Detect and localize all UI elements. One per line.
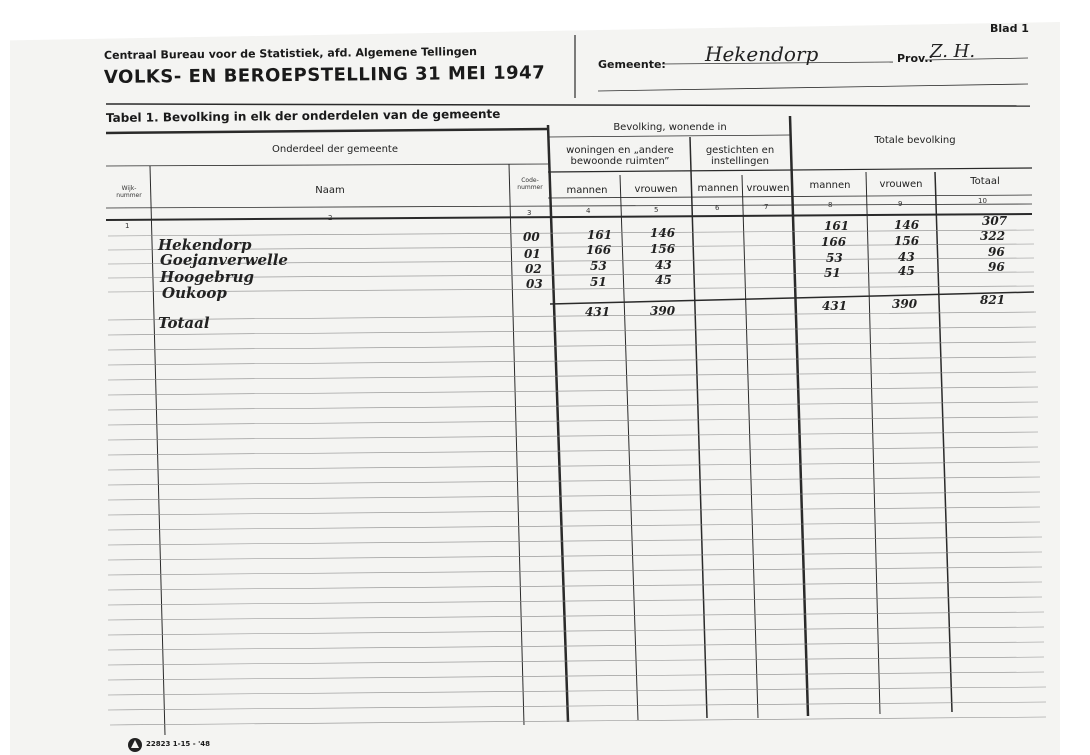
header-pop-residing: Bevolking, wonende in xyxy=(613,122,727,133)
row-0-tot-men: 161 xyxy=(824,219,850,233)
header-men-total: mannen xyxy=(809,180,851,191)
province-value: Z. H. xyxy=(930,41,976,62)
row-3-women: 45 xyxy=(655,273,672,287)
header-total-pop: Totale bevolking xyxy=(874,135,956,146)
header-men-dwellings: mannen xyxy=(566,185,608,196)
row-0-women: 146 xyxy=(650,226,676,240)
row-0-men: 161 xyxy=(587,228,613,242)
census-title: VOLKS- EN BEROEPSTELLING 31 MEI 1947 xyxy=(103,62,546,88)
col-index-6: 6 xyxy=(715,204,720,212)
header-wijk: Wijk-nummer xyxy=(116,185,142,199)
row-3-name: Oukoop xyxy=(162,284,227,302)
row-1-tot-men: 166 xyxy=(821,235,847,249)
col-index-4: 4 xyxy=(586,207,591,215)
table-title: Tabel 1. Bevolking in elk der onderdelen van de gemeente xyxy=(105,106,501,125)
sheet-label: Blad 1 xyxy=(990,22,1029,35)
header-code: Code-nummer xyxy=(517,177,543,191)
row-3-tot-men: 51 xyxy=(824,266,841,280)
row-2-tot-women: 43 xyxy=(898,250,915,264)
row-1-women: 156 xyxy=(650,242,676,256)
totals-tot-men: 431 xyxy=(822,299,848,313)
col-index-7: 7 xyxy=(764,203,769,211)
municipality-value: Hekendorp xyxy=(705,42,819,66)
row-3-total: 96 xyxy=(988,260,1005,274)
row-2-tot-men: 53 xyxy=(826,251,843,265)
header-institutions: gestichten en instellingen xyxy=(705,145,775,167)
col-index-1: 1 xyxy=(125,222,130,230)
province-label: Prov.: xyxy=(897,52,933,65)
row-3-men: 51 xyxy=(590,275,607,289)
cbs-logo-icon xyxy=(128,738,142,752)
col-index-2: 2 xyxy=(328,214,333,222)
header-women-dwellings: vrouwen xyxy=(634,184,678,195)
row-2-total: 96 xyxy=(988,245,1005,259)
row-0-code: 00 xyxy=(523,230,540,244)
row-2-code: 02 xyxy=(525,262,542,276)
footer-code: 22823 1-15 - '48 xyxy=(146,740,210,748)
totals-men: 431 xyxy=(585,305,611,319)
agency-name: Centraal Bureau voor de Statistiek, afd. Algemene Tellingen xyxy=(103,45,477,62)
row-2-men: 53 xyxy=(590,259,607,273)
municipality-label: Gemeente: xyxy=(598,58,666,71)
row-1-name: Goejanverwelle xyxy=(160,251,288,269)
row-0-name: Hekendorp xyxy=(158,236,252,254)
totals-tot-women: 390 xyxy=(892,297,918,311)
row-0-tot-women: 146 xyxy=(894,218,920,232)
row-1-men: 166 xyxy=(586,243,612,257)
col-index-8: 8 xyxy=(828,201,833,209)
row-2-name: Hoogebrug xyxy=(160,268,254,286)
header-name: Naam xyxy=(315,185,345,196)
header-total: Totaal xyxy=(970,176,1000,187)
totals-total: 821 xyxy=(980,293,1006,307)
row-1-code: 01 xyxy=(524,247,541,261)
row-3-code: 03 xyxy=(526,277,543,291)
header-women-total: vrouwen xyxy=(879,179,923,190)
col-index-5: 5 xyxy=(654,206,659,214)
totals-women: 390 xyxy=(650,304,676,318)
col-index-9: 9 xyxy=(898,200,903,208)
totals-label: Totaal xyxy=(158,314,210,332)
row-0-total: 307 xyxy=(982,214,1008,228)
header-women-institutions: vrouwen xyxy=(746,183,790,194)
header-dwellings: woningen en „andere bewoonde ruimten” xyxy=(566,145,674,167)
col-index-3: 3 xyxy=(527,209,532,217)
row-2-women: 43 xyxy=(655,258,672,272)
col-index-10: 10 xyxy=(978,197,987,205)
row-1-tot-women: 156 xyxy=(894,234,920,248)
header-part-group: Onderdeel der gemeente xyxy=(271,144,398,155)
row-3-tot-women: 45 xyxy=(898,264,915,278)
header-men-institutions: mannen xyxy=(697,183,739,194)
row-1-total: 322 xyxy=(980,229,1006,243)
